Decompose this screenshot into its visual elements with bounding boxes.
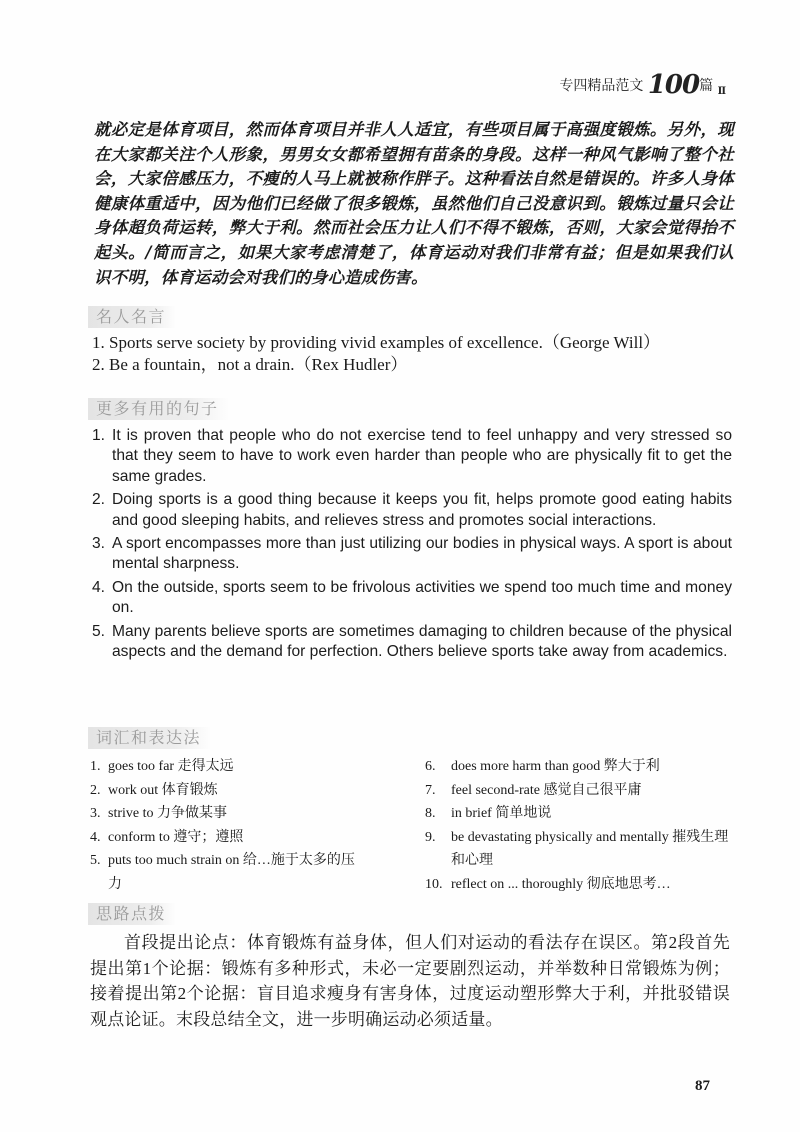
vocabulary-item: 8. in brief 简单地说 [425,806,552,821]
vocabulary-heading: 词汇和表达法 [88,727,211,749]
sentences-heading: 更多有用的句子 [88,398,229,420]
vocabulary-item: 4. conform to 遵守；遵照 [90,829,244,845]
vocabulary-item: 7. feel second-rate 感觉自己很平庸 [425,782,642,798]
vocabulary-item: 3. strive to 力争做某事 [90,806,227,821]
vocabulary-item: 1. goes too far 走得太远 [90,759,234,774]
vocabulary-item: 2. work out 体育锻炼 [90,782,218,798]
page-number: 87 [695,1078,710,1094]
sentence-item: 4. On the outside, sports seem to be frivolous activities we spend too much time and money on. [92,578,732,617]
vocabulary-list-left [90,755,400,896]
sentence-item: 3. A sport encompasses more than just utilizing our bodies in physical ways. A sport is about mental sharpness. [92,535,732,573]
vocabulary-item: 6. does more harm than good 弊大于利 [425,759,660,774]
quotes-list [92,332,732,376]
quote-item: 1. Sports serve society by providing vivid examples of excellence.（George Will） [92,333,661,352]
vocabulary-item: 9. be devastating physically and mentally 摧残生理和心理 [425,829,729,868]
intro-paragraph: 就必定是体育项目，然而体育项目并非人人适宜，有些项目属于高强度锻炼。另外，现在大家都关注个人形象，男男女女都希望拥有苗条的身段。这样一种风气影响了整个社会，大家倍感压力，不瘦的人马上就被称作胖子。这种看法自然是错误的。许多人身体健康体重适中，因为他们已经做了很多锻炼，虽然他们自己没意识到。锻炼过量只会让身体超负荷运转，弊大于利。然而社会压力让人们不得不锻炼，否则，大家会觉得抬不起头。/简而言之，如果大家考虑清楚了，体育运动对我们非常有益；但是如果我们认识不明，体育运动会对我们的身心造成伤害。 [94,120,734,287]
header-number: 100 [647,70,700,100]
sentence-item: 5. Many parents believe sports are sometimes damaging to children because of the physical aspects and the demand for perfection. Others believe sports take away from academics. [92,622,732,661]
analysis-heading: 思路点拨 [88,903,176,925]
analysis-paragraph: 首段提出论点：体育锻炼有益身体，但人们对运动的看法存在误区。第2段首先提出第1个论据：锻炼有多种形式，未必一定要剧烈运动，并举数种日常锻炼为例；接着提出第2个论据：盲目追求瘦身有害身体，过度运动塑形弊大于利，并批驳错误观点论证。末段总结全文，进一步明确运动必须适量。 [90,933,730,1029]
header-suffix: 篇 [699,78,714,94]
header-title: 专四精品范文 [559,78,644,94]
quotes-heading: 名人名言 [88,306,176,328]
sentence-item: 2. Doing sports is a good thing because it keeps you fit, helps promote good eating habits and good sleeping habits, and relieves stress and promotes social interactions. [92,491,732,529]
sentences-list [92,426,732,665]
header-mark: Ⅱ [717,86,726,97]
sentence-item: 1. It is proven that people who do not exercise tend to feel unhappy and very stressed so that they seem to have to work even harder than people who are physically fit to get the same grades. [92,427,732,485]
vocabulary-item: 5. puts too much strain on 给…施于太多的压力 [90,853,355,892]
vocabulary-item: 10. reflect on ... thoroughly 彻底地思考… [425,876,671,892]
vocabulary-list-right [425,755,735,896]
quote-item: 2. Be a fountain，not a drain.（Rex Hudler） [92,355,408,374]
running-header [559,70,726,100]
